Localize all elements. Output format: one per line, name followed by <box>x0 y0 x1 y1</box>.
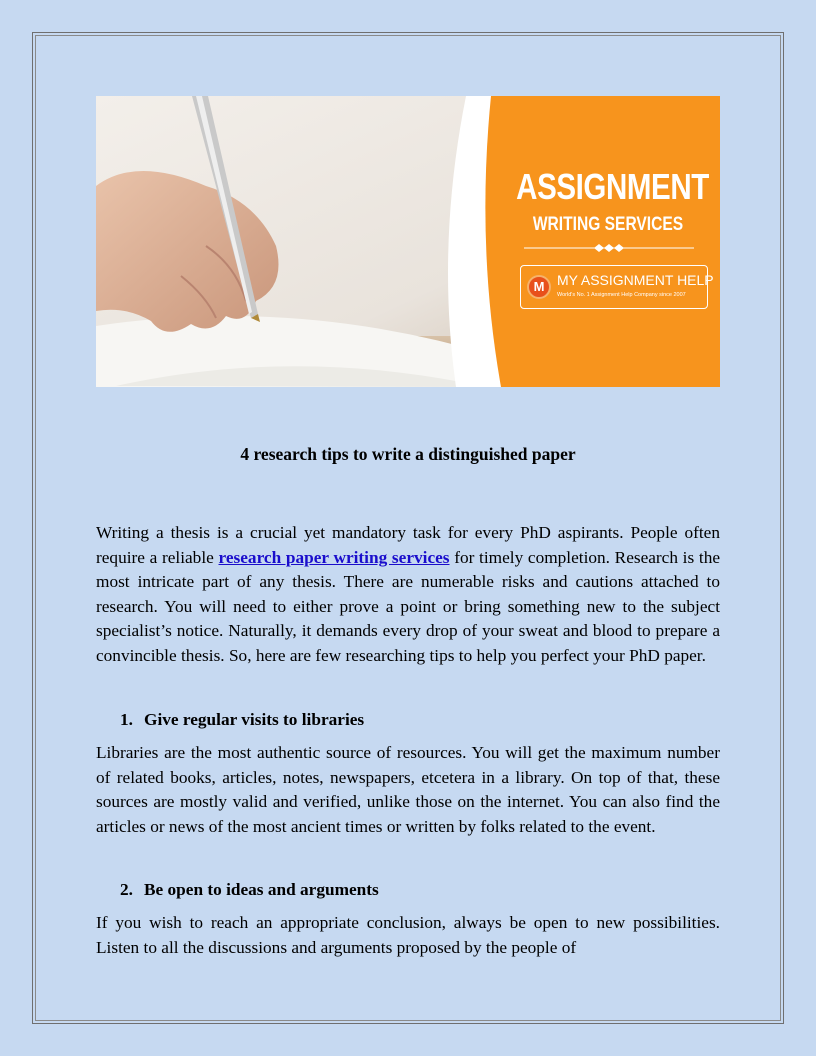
section-heading-1-text: Give regular visits to libraries <box>144 710 365 729</box>
research-paper-writing-link[interactable]: research paper writing services <box>218 547 450 567</box>
section-number-2: 2. <box>120 880 133 899</box>
logo-name: MY ASSIGNMENT HELP <box>557 272 714 288</box>
logo-tagline: World's No. 1 Assignment Help Company since 2007 <box>557 292 686 298</box>
intro-paragraph <box>96 521 720 669</box>
banner-divider <box>524 242 694 254</box>
intro-text-before-link: Writing a thesis is a crucial yet mandatory task for every PhD aspirants. People often require a reliable <box>96 523 720 567</box>
article-title: 4 research tips to write a distinguished paper <box>240 444 576 464</box>
banner-image <box>96 96 720 387</box>
company-logo <box>520 265 714 309</box>
intro-text-after-link: for timely completion. Research is the most intricate part of any thesis. There are numerable risks and cautions attached to research. You will need to either prove a point or bring something new to the subject specialist’s notice. Naturally, it demands every drop of your sweat and blood to prepare a convincible thesis. So, here are few researching tips to help you perfect your PhD paper. <box>96 547 721 665</box>
banner-subtitle: WRITING SERVICES <box>532 214 684 235</box>
banner-title: ASSIGNMENT <box>516 166 709 207</box>
section-number-1: 1. <box>120 710 133 729</box>
section-body-2: If you wish to reach an appropriate conclusion, always be open to new possibilities. Listen to all the discussions and arguments proposed by the people of <box>96 913 720 957</box>
logo-mark-icon: M <box>527 275 551 299</box>
section-heading-2 <box>120 880 720 900</box>
section-body-1: Libraries are the most authentic source of resources. You will get the maximum number of related books, articles, notes, newspapers, etcetera in a library. On top of that, these sources are mostly valid and verified, unlike those on the internet. You can also find the articles or news of the most ancient times or written by folks related to the event. <box>96 743 720 836</box>
banner-text-panel <box>496 96 720 387</box>
section-heading-2-text: Be open to ideas and arguments <box>144 880 379 899</box>
section-heading-1 <box>120 710 720 730</box>
